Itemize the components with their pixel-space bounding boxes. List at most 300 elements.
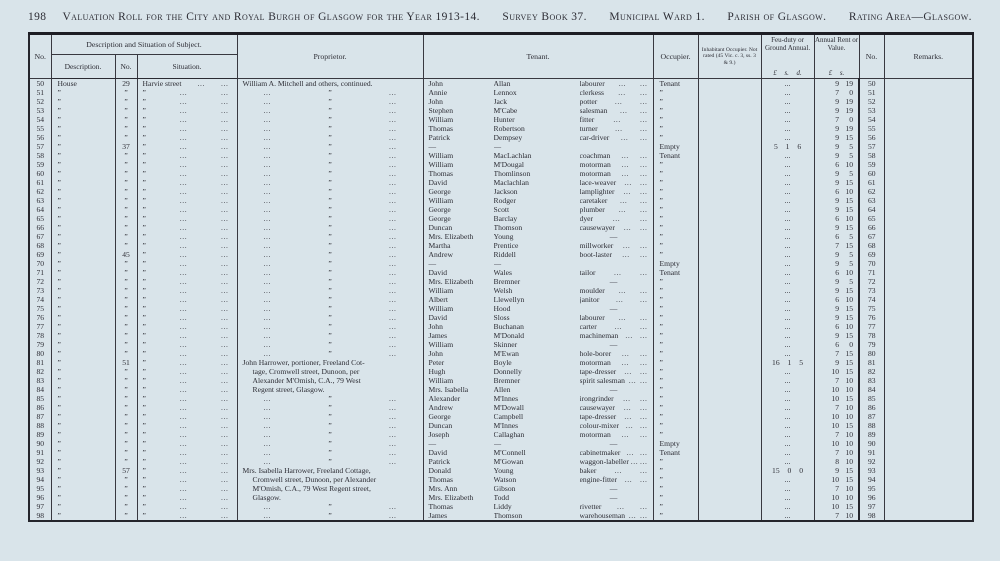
rent-shillings: 10 [845,295,854,304]
table-row [29,214,973,223]
cell-description: ” [51,196,115,205]
situation-content [138,466,237,475]
dots-leader: ... [221,178,229,187]
situation-content [138,178,237,187]
dots-leader: ... [640,430,648,439]
cell-occupier: ” [653,394,698,403]
dots-leader: ... [263,205,272,214]
cell-street-number: ” [115,331,137,340]
cell-no-right: 55 [859,124,884,133]
dots-leader: ... [389,502,397,511]
tenant-surname: Allen [493,385,511,394]
rent-shillings: 15 [845,133,854,142]
cell-proprietor [237,349,423,358]
occupation-text: irongrinder [579,394,614,403]
situation-content [138,205,237,214]
cell-no-right: 51 [859,88,884,97]
proprietor-ditto [238,511,423,520]
dots-leader: ... [221,511,229,520]
cell-annual-rent [814,340,859,349]
cell-situation [137,142,237,151]
dots-leader: ... [179,295,188,304]
cell-tenant [423,223,653,232]
cell-remarks [884,493,973,502]
cell-remarks [884,313,973,322]
cell-no-right: 63 [859,196,884,205]
dots-leader: ... [221,196,229,205]
dots-leader: ... [623,403,632,412]
ditto-mark: ” [328,304,332,313]
cell-remarks [884,286,973,295]
page-header [28,11,972,23]
cell-occupier: ” [653,88,698,97]
dots-leader: ... [221,340,229,349]
dots-leader: ... [628,511,637,520]
dots-leader: ... [179,223,188,232]
cell-situation [137,205,237,214]
dots-leader: ... [615,124,623,133]
tenant-content [424,511,653,520]
cell-feu-duty: ... [761,88,814,97]
cell-no-right: 79 [859,340,884,349]
dots-leader: ... [263,232,272,241]
table-row [29,142,973,151]
rent-shillings: 5 [849,277,854,286]
tenant-forename: Alexander [428,394,461,403]
proprietor-line: William A. Mitchell and others, continued. [242,79,373,88]
cell-inhabitant-occupier [698,394,761,403]
cell-feu-duty: ... [761,160,814,169]
cell-no-left: 92 [29,457,51,466]
cell-situation [137,277,237,286]
dots-leader: ... [630,457,639,466]
cell-annual-rent [814,304,859,313]
table-row [29,304,973,313]
tenant-content [424,232,653,241]
col-header-inhabitant-occupier: Inhabitant Occupier. Not rated (45 Vic. c. 3, ss. 3 & 9.) [698,34,761,79]
cell-situation [137,502,237,511]
cell-proprietor [237,151,423,160]
cell-street-number: ” [115,304,137,313]
cell-street-number: ” [115,412,137,421]
rent-shillings: 5 [849,250,854,259]
table-row [29,358,973,367]
cell-annual-rent [814,250,859,259]
dots-leader: ... [179,304,188,313]
cell-street-number: ” [115,232,137,241]
cell-inhabitant-occupier [698,457,761,466]
cell-situation [137,124,237,133]
dots-leader: ... [179,430,188,439]
dots-leader: ... [263,214,272,223]
cell-remarks [884,358,973,367]
tenant-surname: Allan [493,79,511,88]
tenant-content [424,286,653,295]
cell-street-number: ” [115,124,137,133]
cell-situation [137,286,237,295]
cell-annual-rent [814,169,859,178]
cell-situation [137,466,237,475]
tenant-occupation [580,223,653,232]
cell-inhabitant-occupier [698,286,761,295]
table-row [29,340,973,349]
proprietor-ditto [238,430,423,439]
ditto-mark: ” [328,277,332,286]
col-header-situation: Situation. [137,55,237,79]
cell-no-left: 86 [29,403,51,412]
ditto-mark: ” [328,223,332,232]
cell-annual-rent [814,430,859,439]
tenant-surname: Prentice [493,241,519,250]
situation-text: ” [142,385,146,394]
cell-tenant [423,133,653,142]
occupation-text: clerkess [579,88,604,97]
dots-leader: ... [389,133,397,142]
situation-text: ” [142,367,146,376]
table-row [29,277,973,286]
col-header-description-group: Description and Situation of Subject. [51,34,237,55]
cell-tenant [423,106,653,115]
tenant-surname: Bremner [493,376,521,385]
cell-tenant [423,88,653,97]
cell-description: ” [51,169,115,178]
dots-leader: ... [179,286,188,295]
ditto-mark: ” [328,331,332,340]
table-row [29,511,973,521]
col-header-no-left: No. [29,34,51,79]
dots-leader: ... [179,511,188,520]
dots-leader: ... [618,286,627,295]
cell-remarks [884,502,973,511]
situation-text: ” [142,205,146,214]
ditto-mark: ” [328,295,332,304]
dots-leader: ... [620,133,629,142]
cell-no-left: 66 [29,223,51,232]
cell-occupier: ” [653,277,698,286]
cell-annual-rent [814,421,859,430]
tenant-occupation [580,196,653,205]
tenant-content [424,115,653,124]
cell-inhabitant-occupier [698,223,761,232]
proprietor-ditto [238,205,423,214]
dots-leader: ... [221,214,229,223]
dots-leader: ... [263,97,272,106]
tenant-occupation [580,214,653,223]
tenant-forename: James [428,331,448,340]
rent-pounds: 7 [835,349,840,358]
rent-shillings: 15 [845,358,854,367]
occupation-text: lamplighter [579,187,615,196]
occupation-text: motorman [579,430,611,439]
cell-annual-rent [814,196,859,205]
cell-no-right: 92 [859,457,884,466]
cell-no-left: 91 [29,448,51,457]
cell-occupier: Tenant [653,448,698,457]
rent-pounds: 7 [835,376,840,385]
cell-remarks [884,394,973,403]
col-header-occupier: Occupier. [653,34,698,79]
cell-annual-rent [814,286,859,295]
dots-leader: ... [389,421,397,430]
situation-text: ” [142,304,146,313]
situation-text: ” [142,340,146,349]
dots-leader: ... [389,394,397,403]
cell-feu-duty: ... [761,295,814,304]
rent-pounds: 9 [835,133,840,142]
cell-no-right: 90 [859,439,884,448]
tenant-forename: William [428,304,454,313]
cell-remarks [884,214,973,223]
cell-description: ” [51,259,115,268]
tenant-occupation [580,502,653,511]
cell-inhabitant-occupier [698,493,761,502]
cell-inhabitant-occupier [698,151,761,160]
rent-pounds: 9 [835,196,840,205]
dots-leader: ... [221,124,229,133]
situation-text: ” [142,322,146,331]
ditto-mark: ” [328,286,332,295]
ditto-mark: ” [328,439,332,448]
tenant-surname: Robertson [493,124,525,133]
cell-proprietor [237,295,423,304]
cell-situation [137,493,237,502]
cell-feu-duty: ... [761,196,814,205]
situation-text: ” [142,241,146,250]
dots-leader: ... [221,313,229,322]
table-row [29,268,973,277]
rent-pounds: 10 [831,367,840,376]
rent-pounds: 6 [835,160,840,169]
dots-leader: ... [179,97,188,106]
dots-leader: ... [640,349,648,358]
dots-leader: ... [263,412,272,421]
cell-remarks [884,304,973,313]
cell-proprietor [237,412,423,421]
cell-occupier: ” [653,385,698,394]
cell-street-number: ” [115,457,137,466]
tenant-surname: Liddy [493,502,512,511]
cell-street-number: ” [115,286,137,295]
cell-inhabitant-occupier [698,241,761,250]
cell-no-right: 59 [859,160,884,169]
table-row [29,232,973,241]
annual-rent-units: £ s. [828,70,845,77]
cell-occupier: ” [653,457,698,466]
cell-annual-rent [814,232,859,241]
cell-feu-duty: 15 0 0 [761,466,814,475]
cell-inhabitant-occupier [698,97,761,106]
dots-leader: ... [640,133,648,142]
dots-leader: ... [640,223,648,232]
cell-street-number: ” [115,385,137,394]
table-row [29,322,973,331]
cell-description: ” [51,160,115,169]
cell-description: ” [51,223,115,232]
tenant-surname: Barclay [493,214,518,223]
cell-description: ” [51,403,115,412]
cell-no-left: 71 [29,268,51,277]
dots-leader: ... [389,241,397,250]
cell-proprietor [237,160,423,169]
cell-feu-duty: ... [761,331,814,340]
cell-description: ” [51,466,115,475]
proprietor-ditto [238,457,423,466]
cell-description: ” [51,484,115,493]
rent-shillings: 10 [845,484,854,493]
cell-annual-rent [814,214,859,223]
tenant-content [424,313,653,322]
dots-leader: ... [221,349,229,358]
situation-content [138,106,237,115]
cell-remarks [884,421,973,430]
table-row [29,286,973,295]
dots-leader: ... [389,223,397,232]
tenant-content [424,439,653,448]
tenant-surname: Riddell [493,250,516,259]
cell-remarks [884,268,973,277]
annual-rent-label: Annual Rent or Value. [814,36,859,52]
cell-occupier: ” [653,304,698,313]
tenant-surname: Skinner [493,340,518,349]
cell-situation [137,115,237,124]
rent-pounds: 8 [835,457,840,466]
occupation-text: cabinetmaker [579,448,621,457]
cell-proprietor [237,448,423,457]
rent-shillings: 0 [849,115,854,124]
cell-inhabitant-occupier [698,169,761,178]
tenant-content [424,376,653,385]
dots-leader: ... [614,97,623,106]
tenant-forename: William [428,286,454,295]
cell-occupier: Empty [653,439,698,448]
cell-annual-rent [814,115,859,124]
proprietor-ditto [238,88,423,97]
dots-leader: ... [389,88,397,97]
dots-leader: ... [640,79,648,88]
dots-leader: ... [640,187,648,196]
rent-pounds: 9 [835,358,840,367]
cell-no-right: 58 [859,151,884,160]
cell-street-number: ” [115,493,137,502]
situation-content [138,214,237,223]
tenant-content [424,448,653,457]
cell-street-number: ” [115,322,137,331]
tenant-forename: — [428,142,437,151]
situation-content [138,79,237,88]
cell-proprietor [237,169,423,178]
tenant-forename: John [428,79,443,88]
rent-pounds: 9 [835,97,840,106]
tenant-occupation [580,142,653,151]
cell-description: ” [51,448,115,457]
cell-occupier: ” [653,322,698,331]
tenant-occupation [580,187,653,196]
cell-tenant [423,178,653,187]
situation-text: ” [142,88,146,97]
col-header-feu-duty [761,34,814,79]
tenant-forename: John [428,97,443,106]
cell-no-left: 95 [29,484,51,493]
table-row [29,331,973,340]
cell-no-left: 52 [29,97,51,106]
cell-tenant [423,331,653,340]
situation-content [138,259,237,268]
tenant-surname: Thomson [493,223,523,232]
occupation-text: warehouseman [579,511,626,520]
cell-situation [137,295,237,304]
cell-occupier: ” [653,430,698,439]
ditto-mark: ” [328,115,332,124]
cell-feu-duty: ... [761,304,814,313]
tenant-surname: Llewellyn [493,295,525,304]
rent-shillings: 10 [845,412,854,421]
occupation-text: carter [579,322,597,331]
cell-tenant [423,466,653,475]
cell-no-right: 95 [859,484,884,493]
cell-remarks [884,475,973,484]
tenant-surname: M'Innes [493,421,519,430]
dots-leader: ... [221,322,229,331]
occupation-text: spirit salesman [579,376,625,385]
ditto-mark: ” [328,196,332,205]
cell-feu-duty: ... [761,313,814,322]
cell-remarks [884,340,973,349]
cell-annual-rent [814,502,859,511]
tenant-content [424,142,653,151]
dots-leader: ... [621,151,629,160]
tenant-surname: Jackson [493,187,518,196]
cell-feu-duty: 5 1 6 [761,142,814,151]
cell-feu-duty: ... [761,376,814,385]
rent-shillings: 15 [845,205,854,214]
tenant-content [424,277,653,286]
dots-leader: ... [618,205,627,214]
dots-leader: ... [221,142,229,151]
rent-shillings: 10 [845,268,854,277]
cell-feu-duty: ... [761,223,814,232]
cell-feu-duty: ... [761,322,814,331]
situation-content [138,502,237,511]
cell-street-number: ” [115,151,137,160]
cell-proprietor [237,358,423,394]
proprietor-ditto [238,250,423,259]
cell-situation [137,322,237,331]
dots-leader: ... [389,196,397,205]
cell-occupier: ” [653,250,698,259]
dots-leader: ... [179,457,188,466]
cell-situation [137,349,237,358]
table-row [29,223,973,232]
dots-leader: ... [389,295,397,304]
dots-leader: ... [263,223,272,232]
dots-leader: ... [640,115,648,124]
tenant-content [424,106,653,115]
tenant-surname: Jack [493,97,508,106]
cell-tenant [423,313,653,322]
feu-duty-label: Feu-duty or Ground Annual. [764,36,811,52]
cell-feu-duty: ... [761,403,814,412]
rent-pounds: 9 [835,151,840,160]
occupation-text: caretaker [579,196,608,205]
situation-content [138,421,237,430]
dots-leader: ... [179,376,188,385]
cell-proprietor [237,394,423,403]
situation-text: ” [142,403,146,412]
cell-no-right: 98 [859,511,884,521]
cell-inhabitant-occupier [698,142,761,151]
tenant-occupation [580,511,653,520]
tenant-occupation [580,475,653,484]
